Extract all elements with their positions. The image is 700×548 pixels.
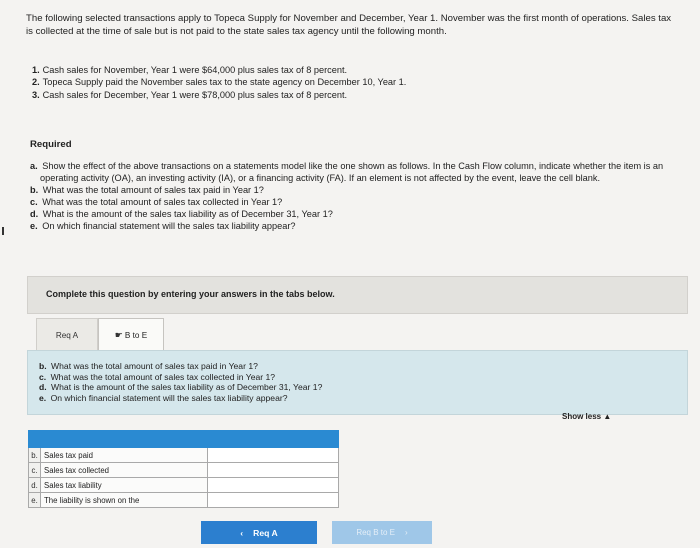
answer-cell (208, 493, 339, 508)
answer-cell (208, 448, 339, 463)
transaction-number: 1. (32, 65, 40, 75)
required-heading: Required (30, 139, 72, 150)
required-text: Show the effect of the above transactions on a statements model like the one shown as follows. In the Cash Flow column, indicate whether the item is an operating activity (OA), an investing activity (IA), or a financing activity (FA). If an element is not affected by the event, leave the cell blank. (40, 161, 664, 183)
required-text: What is the amount of the sales tax liability as of December 31, Year 1? (42, 209, 333, 219)
tab-label: B to E (124, 331, 148, 340)
row-label: Sales tax collected (41, 463, 208, 478)
tab-label: Req A (55, 330, 79, 340)
transaction-text: Topeca Supply paid the November sales tax to the state agency on December 10, Year 1. (42, 77, 407, 88)
question-item (39, 393, 322, 404)
question-panel (27, 350, 688, 415)
transaction-list (32, 64, 652, 101)
required-item (30, 196, 690, 208)
intro-text: The following selected transactions apply to Topeca Supply for November and December, Year 1. November was the first month of operations. Sales tax is collected at the time of sale but is not paid to the state sales tax agency until the following month. (26, 13, 672, 37)
question-list (39, 361, 322, 403)
prev-button-label: Req A (253, 527, 278, 538)
show-less-label: Show less (562, 412, 602, 421)
required-letter: c. (30, 197, 38, 207)
next-req-b-to-e-button[interactable] (332, 521, 432, 544)
row-letter: e. (29, 493, 41, 508)
next-button-label: Req B to E (356, 528, 395, 537)
triangle-up-icon: ▲ (603, 412, 612, 421)
question-text: What was the total amount of sales tax collected in Year 1? (50, 371, 276, 382)
edge-mark (2, 227, 4, 235)
question-letter: e. (39, 392, 47, 403)
transaction-item (32, 76, 652, 88)
required-text: What was the total amount of sales tax paid in Year 1? (42, 185, 264, 195)
required-list (30, 160, 690, 232)
required-text: What was the total amount of sales tax collected in Year 1? (42, 197, 283, 207)
table-row (29, 478, 339, 493)
table-header-cell (208, 431, 339, 448)
answer-cell (208, 463, 339, 478)
answer-table (28, 430, 339, 508)
transaction-number: 2. (32, 77, 40, 88)
tab-req-a[interactable] (36, 318, 98, 352)
question-text: What is the amount of the sales tax liability as of December 31, Year 1? (51, 382, 323, 392)
row-label: Sales tax paid (41, 448, 208, 463)
intro-paragraph (26, 12, 676, 38)
question-item (39, 382, 322, 393)
table-header-row (29, 431, 339, 448)
question-letter: b. (39, 361, 47, 371)
table-row (29, 448, 339, 463)
table-header-cell (29, 431, 208, 448)
question-item (39, 372, 322, 383)
tab-req-b-to-e[interactable] (98, 318, 164, 352)
sales-tax-collected-input[interactable] (208, 463, 338, 477)
table-row (29, 493, 339, 508)
transaction-item (32, 64, 652, 76)
question-text: On which financial statement will the sales tax liability appear? (50, 392, 288, 403)
question-letter: c. (39, 371, 47, 382)
transaction-item (32, 89, 652, 101)
instruction-banner (27, 276, 688, 314)
prev-req-a-button[interactable] (201, 521, 317, 544)
row-letter: b. (29, 448, 41, 463)
hand-cursor-icon: ☛ (114, 330, 123, 340)
answer-cell (208, 478, 339, 493)
question-text: What was the total amount of sales tax paid in Year 1? (51, 361, 258, 371)
required-text: On which financial statement will the sales tax liability appear? (42, 221, 296, 231)
chevron-left-icon: ‹ (240, 527, 244, 538)
question-letter: d. (39, 382, 47, 392)
required-item (30, 220, 690, 232)
required-letter: d. (30, 209, 39, 219)
transaction-text: Cash sales for November, Year 1 were $64,000 plus sales tax of 8 percent. (42, 65, 348, 75)
row-letter: d. (29, 478, 41, 493)
required-letter: a. (30, 161, 38, 171)
sales-tax-liability-input[interactable] (208, 478, 338, 492)
required-item (30, 208, 690, 220)
row-label: Sales tax liability (41, 478, 208, 493)
row-letter: c. (29, 463, 41, 478)
show-less-link[interactable] (562, 412, 611, 421)
required-item (30, 160, 690, 184)
table-row (29, 463, 339, 478)
required-letter: b. (30, 185, 39, 195)
row-label: The liability is shown on the (41, 493, 208, 508)
required-letter: e. (30, 221, 38, 231)
sales-tax-paid-input[interactable] (208, 448, 338, 462)
instruction-text: Complete this question by entering your answers in the tabs below. (46, 289, 335, 299)
chevron-right-icon: › (405, 528, 408, 537)
transaction-number: 3. (32, 89, 40, 100)
required-item (30, 184, 690, 196)
financial-statement-input[interactable] (208, 493, 338, 507)
question-item (39, 361, 322, 372)
transaction-text: Cash sales for December, Year 1 were $78,000 plus sales tax of 8 percent. (42, 89, 348, 100)
